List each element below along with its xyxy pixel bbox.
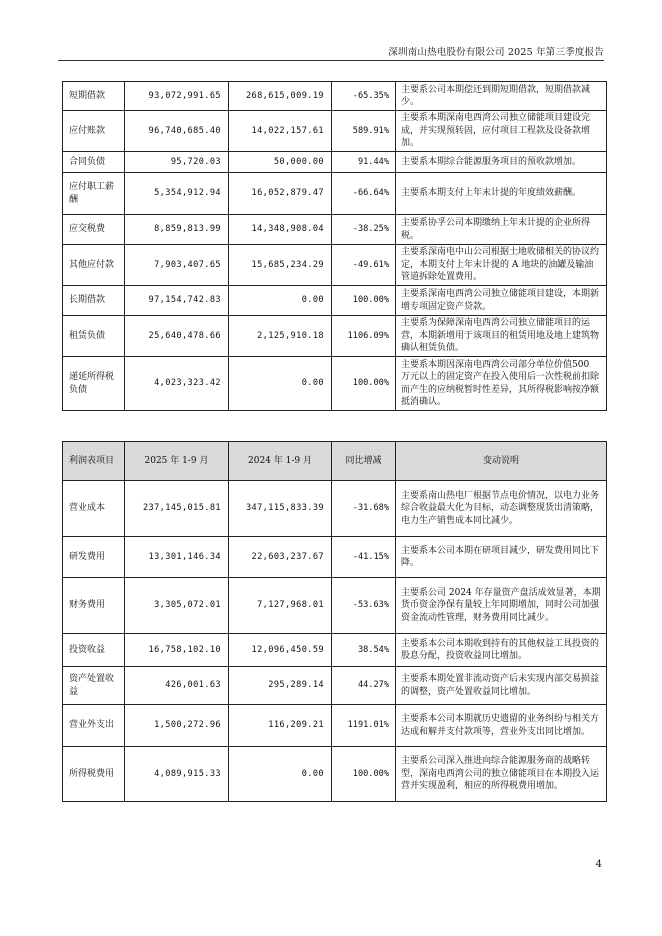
row-change: 1191.01%	[332, 705, 396, 747]
table-row	[63, 705, 607, 747]
row-previous: 295,289.14	[229, 667, 332, 705]
row-previous: 14,348,908.04	[229, 215, 332, 245]
income-statement-table	[62, 441, 607, 802]
row-current: 237,145,015.81	[125, 481, 229, 537]
row-previous: 347,115,833.39	[229, 481, 332, 537]
row-reason: 主要系深南电中山公司根据土地收储相关的协议约定，本期支付上年末计提的 A 地块的油罐及输油管道拆除处置费用。	[396, 245, 607, 286]
row-change: -53.63%	[332, 578, 396, 634]
header-change: 同比增减	[332, 442, 396, 481]
table-row	[63, 245, 607, 286]
header-reason: 变动说明	[396, 442, 607, 481]
row-reason: 主要系深南电西湾公司独立储能项目建设，本期新增专项固定资产贷款。	[396, 286, 607, 316]
table-row	[63, 215, 607, 245]
row-previous: 14,022,157.61	[229, 111, 332, 152]
row-current: 16,758,102.10	[125, 634, 229, 667]
row-reason: 主要系公司深入推进向综合能源服务商的战略转型，深南电西湾公司的独立储能项目在本期投入运营并实现盈利，相应的所得税费用增加。	[396, 747, 607, 802]
row-previous: 0.00	[229, 747, 332, 802]
row-current: 93,072,991.65	[125, 82, 229, 111]
row-item: 其他应付款	[63, 245, 125, 286]
table-header-row	[63, 442, 607, 481]
table-row	[63, 357, 607, 411]
row-previous: 12,096,450.59	[229, 634, 332, 667]
row-change: 100.00%	[332, 747, 396, 802]
row-current: 97,154,742.83	[125, 286, 229, 316]
row-previous: 7,127,968.01	[229, 578, 332, 634]
row-change: 91.44%	[332, 152, 396, 173]
row-item: 营业成本	[63, 481, 125, 537]
table-row	[63, 111, 607, 152]
row-item: 租赁负债	[63, 316, 125, 357]
row-item: 财务费用	[63, 578, 125, 634]
table-row	[63, 82, 607, 111]
row-reason: 主要系本期处置非流动资产后未实现内部交易损益的调整，资产处置收益同比增加。	[396, 667, 607, 705]
row-change: 1106.09%	[332, 316, 396, 357]
table-row	[63, 747, 607, 802]
row-previous: 15,685,234.29	[229, 245, 332, 286]
header-item: 利润表项目	[63, 442, 125, 481]
row-change: 44.27%	[332, 667, 396, 705]
row-item: 合同负债	[63, 152, 125, 173]
row-previous: 116,209.21	[229, 705, 332, 747]
row-change: -66.64%	[332, 173, 396, 215]
row-reason: 主要系本期深南电西湾公司独立储能项目建设完成，并实现预转固，应付项目工程款及设备款增加。	[396, 111, 607, 152]
report-header: 深圳南山热电股份有限公司 2025 年第三季度报告	[388, 47, 604, 58]
row-item: 研发费用	[63, 537, 125, 578]
row-current: 95,720.03	[125, 152, 229, 173]
header-previous: 2024 年 1-9 月	[229, 442, 332, 481]
row-change: 589.91%	[332, 111, 396, 152]
row-previous: 22,603,237.67	[229, 537, 332, 578]
row-previous: 2,125,910.18	[229, 316, 332, 357]
row-current: 4,023,323.42	[125, 357, 229, 411]
row-reason: 主要系本期因深南电西湾公司部分单位价值500 万元以上的固定资产在投入使用后一次性税前扣除而产生的应纳税暂时性差异，其所得税影响按净额抵消确认。	[396, 357, 607, 411]
table-row	[63, 667, 607, 705]
row-reason: 主要系南山热电厂根据节点电价情况，以电力业务综合收益最大化为目标，动态调整现货出清策略，电力生产销售成本同比减少。	[396, 481, 607, 537]
balance-sheet-table	[62, 81, 607, 411]
row-item: 应付职工薪酬	[63, 173, 125, 215]
row-change: -38.25%	[332, 215, 396, 245]
row-reason: 主要系公司 2024 年存量资产盘活成效显著，本期货币资金净保有量较上年同期增加，同时公司加强资金流动性管理，财务费用同比减少。	[396, 578, 607, 634]
table-row	[63, 481, 607, 537]
row-reason: 主要系本公司本期就历史遗留的业务纠纷与相关方达成和解并支付款项等，营业外支出同比增加。	[396, 705, 607, 747]
row-item: 投资收益	[63, 634, 125, 667]
table-row	[63, 316, 607, 357]
row-current: 96,740,685.40	[125, 111, 229, 152]
row-reason: 主要系协孚公司本期缴纳上年末计提的企业所得税。	[396, 215, 607, 245]
row-change: 100.00%	[332, 357, 396, 411]
row-change: 100.00%	[332, 286, 396, 316]
table-row	[63, 578, 607, 634]
row-previous: 0.00	[229, 357, 332, 411]
row-current: 13,301,146.34	[125, 537, 229, 578]
row-item: 资产处置收益	[63, 667, 125, 705]
row-item: 递延所得税负债	[63, 357, 125, 411]
row-reason: 主要系本公司本期收到持有的其他权益工具投资的股息分配，投资收益同比增加。	[396, 634, 607, 667]
row-change: 38.54%	[332, 634, 396, 667]
row-previous: 268,615,009.19	[229, 82, 332, 111]
row-reason: 主要系本公司本期在研项目减少，研发费用同比下降。	[396, 537, 607, 578]
row-reason: 主要系本期支付上年末计提的年度绩效薪酬。	[396, 173, 607, 215]
row-current: 8,859,813.99	[125, 215, 229, 245]
row-item: 短期借款	[63, 82, 125, 111]
row-reason: 主要系为保障深南电西湾公司独立储能项目的运营，本期新增用于该项目的租赁用地及地上建筑物确认租赁负债。	[396, 316, 607, 357]
row-current: 3,305,072.01	[125, 578, 229, 634]
row-previous: 16,052,879.47	[229, 173, 332, 215]
row-change: -31.68%	[332, 481, 396, 537]
table-row	[63, 152, 607, 173]
row-reason: 主要系本期综合能源服务项目的预收款增加。	[396, 152, 607, 173]
table-row	[63, 286, 607, 316]
row-current: 7,903,407.65	[125, 245, 229, 286]
row-item: 应交税费	[63, 215, 125, 245]
row-previous: 0.00	[229, 286, 332, 316]
row-change: -41.15%	[332, 537, 396, 578]
header-current: 2025 年 1-9 月	[125, 442, 229, 481]
row-current: 1,500,272.96	[125, 705, 229, 747]
row-current: 5,354,912.94	[125, 173, 229, 215]
table-row	[63, 173, 607, 215]
row-reason: 主要系公司本期偿还到期短期借款，短期借款减少。	[396, 82, 607, 111]
row-current: 426,001.63	[125, 667, 229, 705]
row-previous: 50,000.00	[229, 152, 332, 173]
row-current: 25,640,478.66	[125, 316, 229, 357]
row-item: 营业外支出	[63, 705, 125, 747]
table-row	[63, 634, 607, 667]
header-rule	[58, 60, 604, 61]
row-item: 长期借款	[63, 286, 125, 316]
row-current: 4,089,915.33	[125, 747, 229, 802]
page-number: 4	[595, 859, 602, 870]
row-item: 应付账款	[63, 111, 125, 152]
row-change: -65.35%	[332, 82, 396, 111]
row-change: -49.61%	[332, 245, 396, 286]
row-item: 所得税费用	[63, 747, 125, 802]
table-row	[63, 537, 607, 578]
